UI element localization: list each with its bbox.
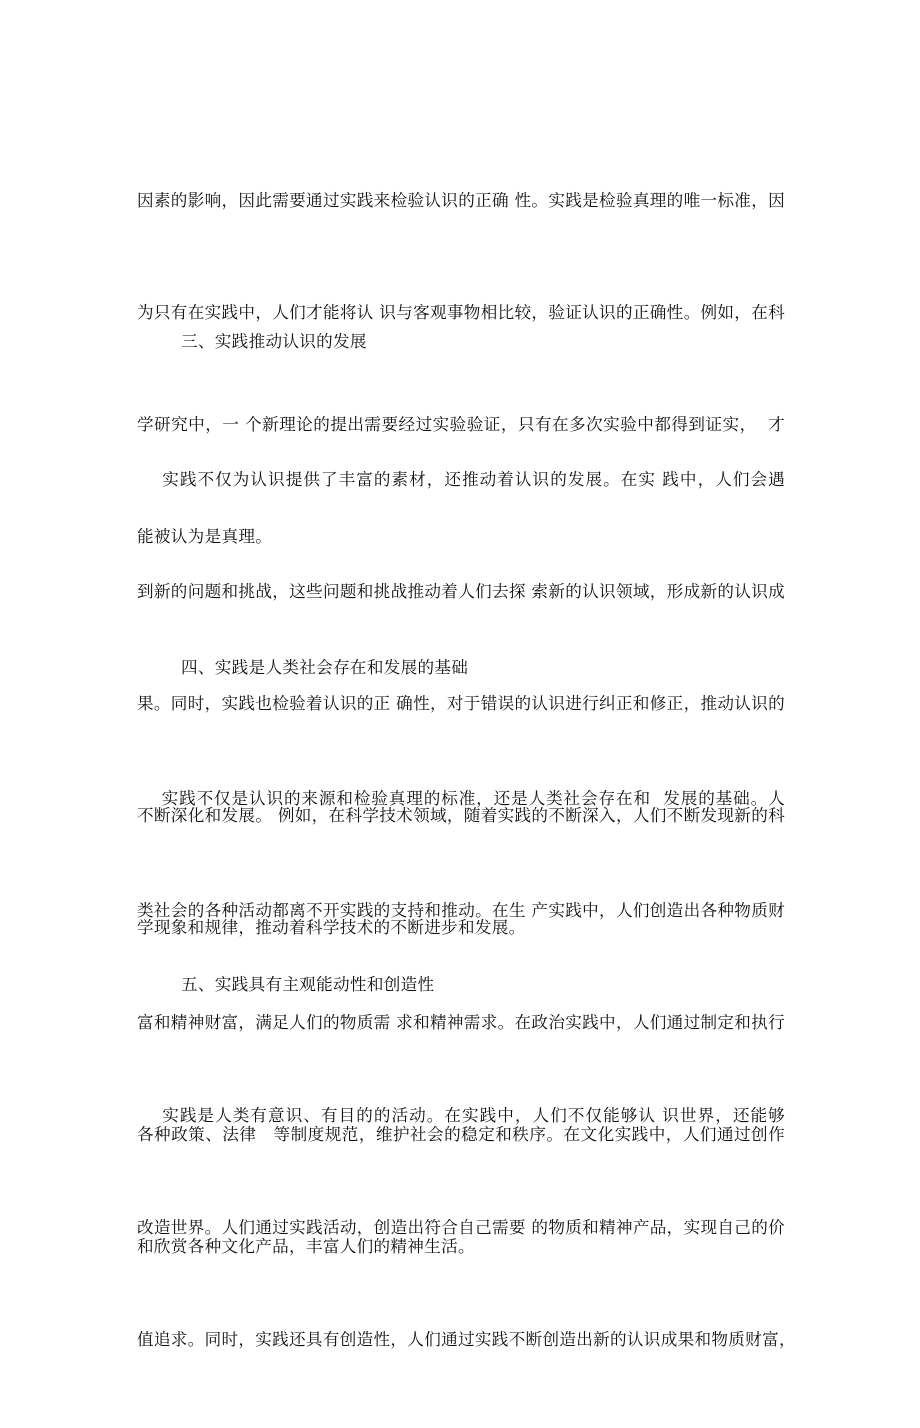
paragraph-practice-initiative-creativity <box>137 1028 796 1428</box>
paragraph-line: 为只有在实践中，人们才能将认 识与客观事物相比较，验证认识的正确性。例如，在科 <box>137 303 785 322</box>
paragraph-line: 实践是人类有意识、有目的的活动。在实践中，人们不仅能够认 识世界，还能够 <box>137 1106 785 1125</box>
paragraph-line: 因素的影响，因此需要通过实践来检验认识的正确 性。实践是检验真理的唯一标准，因 <box>137 191 785 210</box>
section-heading-3: 三、实践推动认识的发展 <box>181 332 367 351</box>
paragraph-line: 改造世界。人们通过实践活动，创造出符合自己需要 的物质和精神产品，实现自己的价 <box>137 1218 785 1237</box>
paragraph-line: 各种政策、法律 等制度规范，维护社会的稳定和秩序。在文化实践中，人们通过创作 <box>137 1125 785 1144</box>
paragraph-line: 能被认为是真理。 <box>137 527 273 546</box>
paragraph-line: 实践不仅是认识的来源和检验真理的标准，还是人类社会存在和 发展的基础。人 <box>137 789 785 808</box>
section-heading-5: 五、实践具有主观能动性和创造性 <box>181 975 435 994</box>
paragraph-line: 值追求。同时，实践还具有创造性，人们通过实践不断创造出新的认识成果和物质财富， <box>137 1330 796 1349</box>
paragraph-line: 到新的问题和挑战，这些问题和挑战推动着人们去探 索新的认识领域，形成新的认识成 <box>137 582 785 601</box>
section-heading-4: 四、实践是人类社会存在和发展的基础 <box>181 658 469 677</box>
paragraph-line: 果。同时，实践也检验着认识的正 确性，对于错误的认识进行纠正和修正，推动认识的 <box>137 694 785 713</box>
paragraph-line: 实践不仅为认识提供了丰富的素材，还推动着认识的发展。在实 践中，人们会遇 <box>137 470 785 489</box>
paragraph-line: 不断深化和发展。 例如，在科学技术领域，随着实践的不断深入，人们不断发现新的科 <box>137 806 785 825</box>
paragraph-line: 和欣赏各种文化产品，丰富人们的精神生活。 <box>137 1237 475 1256</box>
paragraph-line: 富和精神财富，满足人们的物质需 求和精神需求。在政治实践中，人们通过制定和执行 <box>137 1013 785 1032</box>
paragraph-line: 学现象和规律，推动着科学技术的不断进步和发展。 <box>137 918 526 937</box>
paragraph-line: 学研究中，一 个新理论的提出需要经过实验验证，只有在多次实验中都得到证实， 才 <box>137 415 785 434</box>
paragraph-line: 类社会的各种活动都离不开实践的支持和推动。在生 产实践中，人们创造出各种物质财 <box>137 901 785 920</box>
